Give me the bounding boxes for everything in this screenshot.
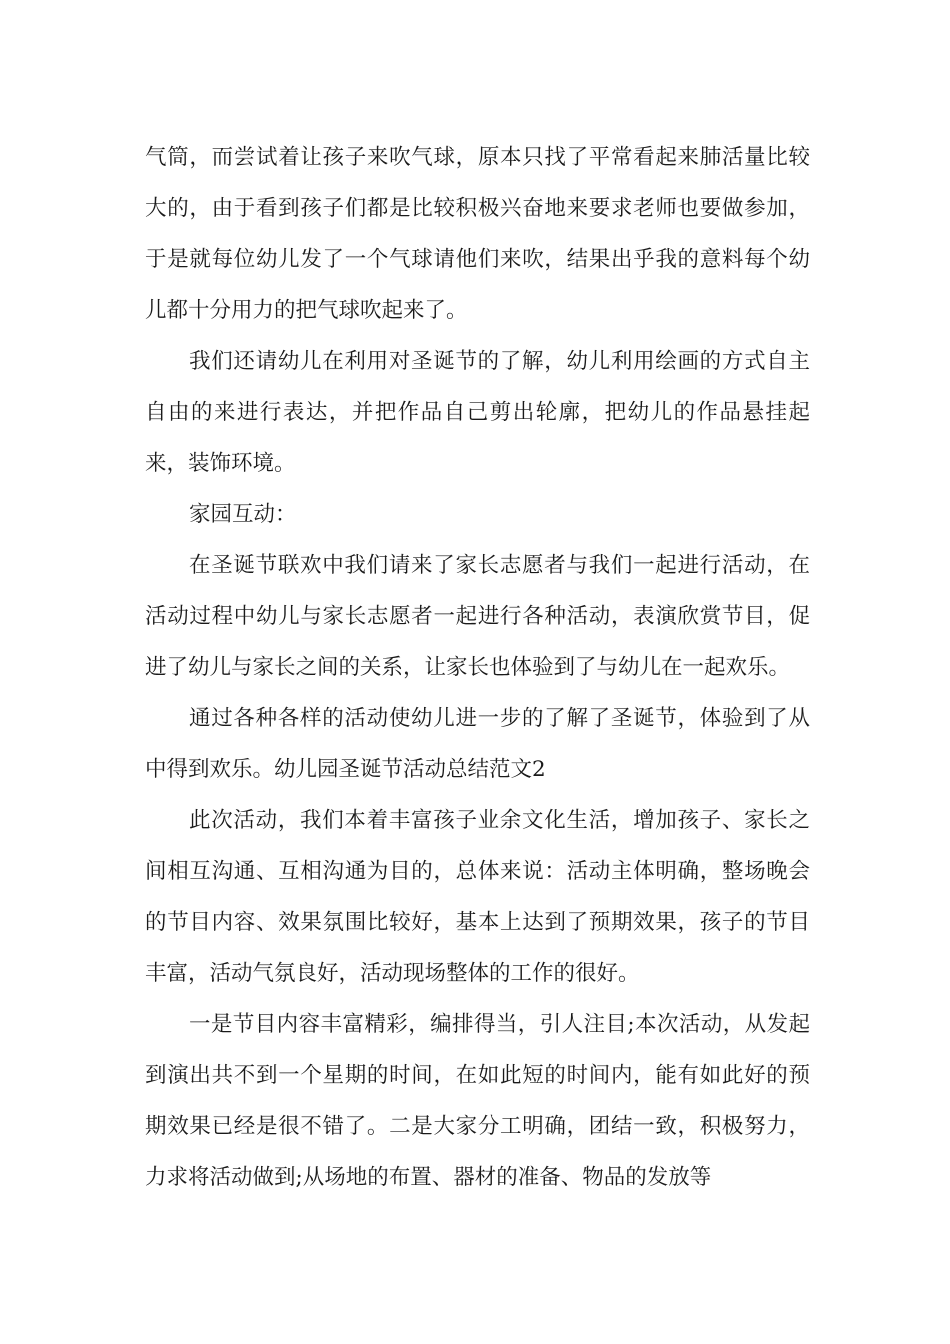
paragraph-activity-overview: 此次活动，我们本着丰富孩子业余文化生活，增加孩子、家长之间相互沟通、互相沟通为目的，总体来说：活动主体明确，整场晚会的节目内容、效果氛围比较好，基本上达到了预期效果，孩子的节目丰富，活动气氛良好，活动现场整体的工作的很好。	[145, 808, 810, 986]
paragraph-heading-home-interaction: 家园互动：	[189, 502, 297, 527]
document-body	[145, 132, 810, 1203]
paragraph-drawing-activity: 我们还请幼儿在利用对圣诞节的了解，幼儿利用绘画的方式自主自由的来进行表达，并把作品自己剪出轮廓，把幼儿的作品悬挂起来，装饰环境。	[145, 349, 810, 476]
paragraph-balloon-blowing: 气筒，而尝试着让孩子来吹气球，原本只找了平常看起来肺活量比较大的，由于看到孩子们都是比较积极兴奋地来要求老师也要做参加，于是就每位幼儿发了一个气球请他们来吹，结果出乎我的意料每个幼儿都十分用力的把气球吹起来了。	[145, 145, 810, 323]
paragraph-summary-and-title: 通过各种各样的活动使幼儿进一步的了解了圣诞节，体验到了从中得到欢乐。幼儿园圣诞节活动总结范文2	[145, 706, 810, 782]
paragraph-program-content: 一是节目内容丰富精彩，编排得当，引人注目;本次活动，从发起到演出共不到一个星期的时间，在如此短的时间内，能有如此好的预期效果已经是很不错了。二是大家分工明确，团结一致，积极努力，力求将活动做到;从场地的布置、器材的准备、物品的发放等	[145, 1012, 810, 1190]
paragraph-parent-volunteers: 在圣诞节联欢中我们请来了家长志愿者与我们一起进行活动，在活动过程中幼儿与家长志愿者一起进行各种活动，表演欣赏节目，促进了幼儿与家长之间的关系，让家长也体验到了与幼儿在一起欢乐。	[145, 553, 810, 680]
